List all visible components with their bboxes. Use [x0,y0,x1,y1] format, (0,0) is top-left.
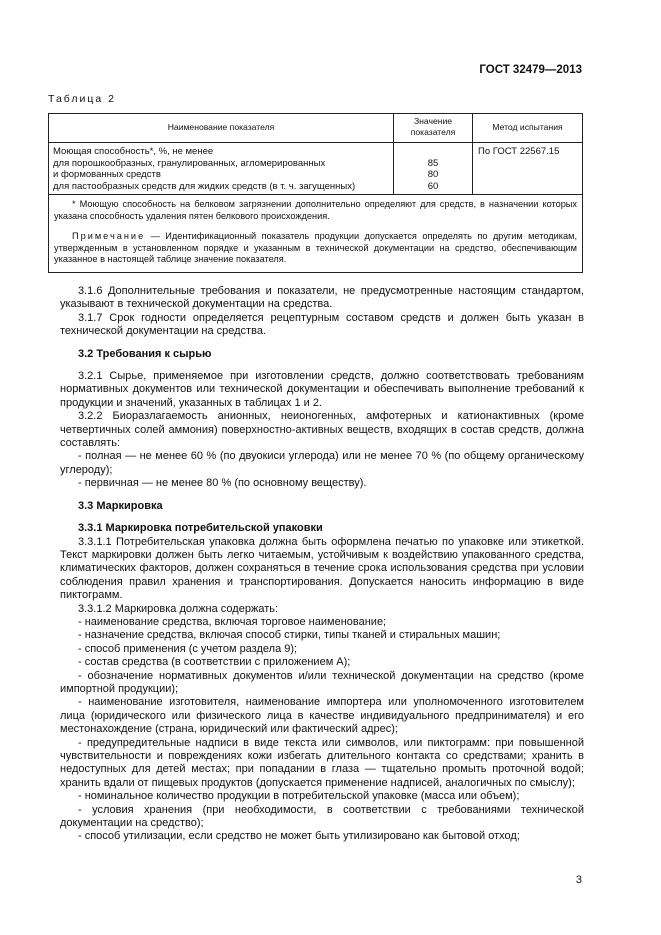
table-footnote-cell [49,195,583,273]
note-label: Примечание [72,231,146,241]
cell-test-method: По ГОСТ 22567.15 [473,143,583,195]
list-item: - назначение средства, включая способ стирки, типы тканей и стиральных машин; [78,629,501,642]
cell-indicator-values [394,143,473,195]
subsection-heading: 3.3.1 Маркировка потребительской упаковки [78,522,323,535]
table-header-row [49,114,583,143]
list-item: - состав средства (в соответствии с приложением А); [78,656,351,669]
paragraph: 3.1.6 Дополнительные требования и показатели, не предусмотренные настоящим стандартом, указывают в технической документации на средства. [60,285,584,311]
column-header-method: Метод испытания [473,114,583,143]
column-header-value [394,114,473,143]
list-item: - предупредительные надписи в виде текста или символов, или пиктограмм: при повышенной чувствительности и повреждениях кожи избегать длительного контакта со средствами; хранить в недоступных для детей местах; при попадании в глаза — тщательно промыть проточной водой; хранить вдали от пищевых продуктов (допускается применение надписей, аналогичных по смыслу); [60,736,584,789]
cell-indicator-name [49,143,394,195]
list-item: - первичная — не менее 80 % (по основному веществу). [78,477,367,490]
paragraph: 3.2.1 Сырье, применяемое при изготовлении средств, должно соответствовать требованиям нормативных документов или технической документации и обеспечивать выполнение требований к продукции и значений, указанных в таблицах 1 и 2. [60,370,584,409]
column-header-value-line1: Значение [413,116,453,126]
indicator-value: 85 [427,157,439,169]
section-heading: 3.3 Маркировка [78,499,163,512]
table-footnote-row [49,195,583,273]
paragraph: 3.2.2 Биоразлагаемость анионных, неионогенных, амфотерных и катионактивных (кроме четвертичных солей аммония) поверхностно-активных веществ, входящих в состав средств, должна составлять: [60,410,584,450]
list-item: - условия хранения (при необходимости, в соответствии с требованиями технической документации на средство); [60,803,584,830]
page-number: 3 [575,874,582,886]
indicator-line: для пастообразных средств для жидких средств (в т. ч. загущенных) [53,180,356,192]
document-body [60,285,584,844]
table-row [49,143,583,195]
table-footnote: * Моющую способность на белковом загрязнении дополнительно определяют для средств, в назначении которых указана способность удаления пятен белкового происхождения. [54,199,577,221]
table-caption: Таблица 2 [48,93,116,105]
table-2 [48,113,583,273]
note-text: — Идентификационный показатель продукции допускается определять по другим методикам, утвержденным в установленном порядке и указанным в технической документации на средство, обеспечивающим указанное в настоящей таблице значение показателя. [54,231,577,264]
paragraph: 3.3.1.1 Потребительская упаковка должна быть оформлена печатью по упаковке или этикеткой. Текст маркировки должен быть легко читаемым, устойчивым к воздействию упакованного средства, климатических факторов, должен сохраняться в течение срока использования средства при условии соблюдения правил хранения и транспортирования. Допускается наносить информацию в виде пиктограмм. [60,535,584,602]
column-header-value-line2: показателя [410,126,456,137]
list-item: - способ утилизации, если средство не может быть утилизировано как бытовой отход; [78,830,520,843]
indicator-line: и формованных средств [53,169,161,180]
indicator-line: для порошкообразных, гранулированных, агломерированных [53,157,326,169]
list-item: - обозначение нормативных документов и/или технической документации на средство (кроме импортной продукции); [60,669,584,695]
column-header-name: Наименование показателя [49,114,394,143]
paragraph: 3.3.1.2 Маркировка должна содержать: [78,602,279,615]
indicator-value: 80 [427,169,439,180]
list-item: - наименование средства, включая торговое наименование; [78,615,387,628]
list-item: - номинальное количество продукции в потребительской упаковке (масса или объем); [78,790,520,803]
paragraph: 3.1.7 Срок годности определяется рецептурным составом средств и должен быть указан в технической документации на средства. [60,311,584,338]
table-note [54,231,577,266]
indicator-line: Моющая способность*, %, не менее [53,146,214,157]
section-heading: 3.2 Требования к сырью [78,347,212,360]
indicator-value: 60 [427,180,439,192]
list-item: - полная — не менее 60 % (по двуокиси углерода) или не менее 70 % (по общему органическому углероду); [60,450,584,476]
list-item: - наименование изготовителя, наименование импортера или уполномоченного изготовителем лица (юридического или физического лица в качестве индивидуального предпринимателя) и его местонахождение (страна, юридический или фактический адрес); [60,696,584,736]
document-header-standard-code: ГОСТ 32479—2013 [479,64,582,76]
list-item: - способ применения (с учетом раздела 9); [78,642,298,655]
